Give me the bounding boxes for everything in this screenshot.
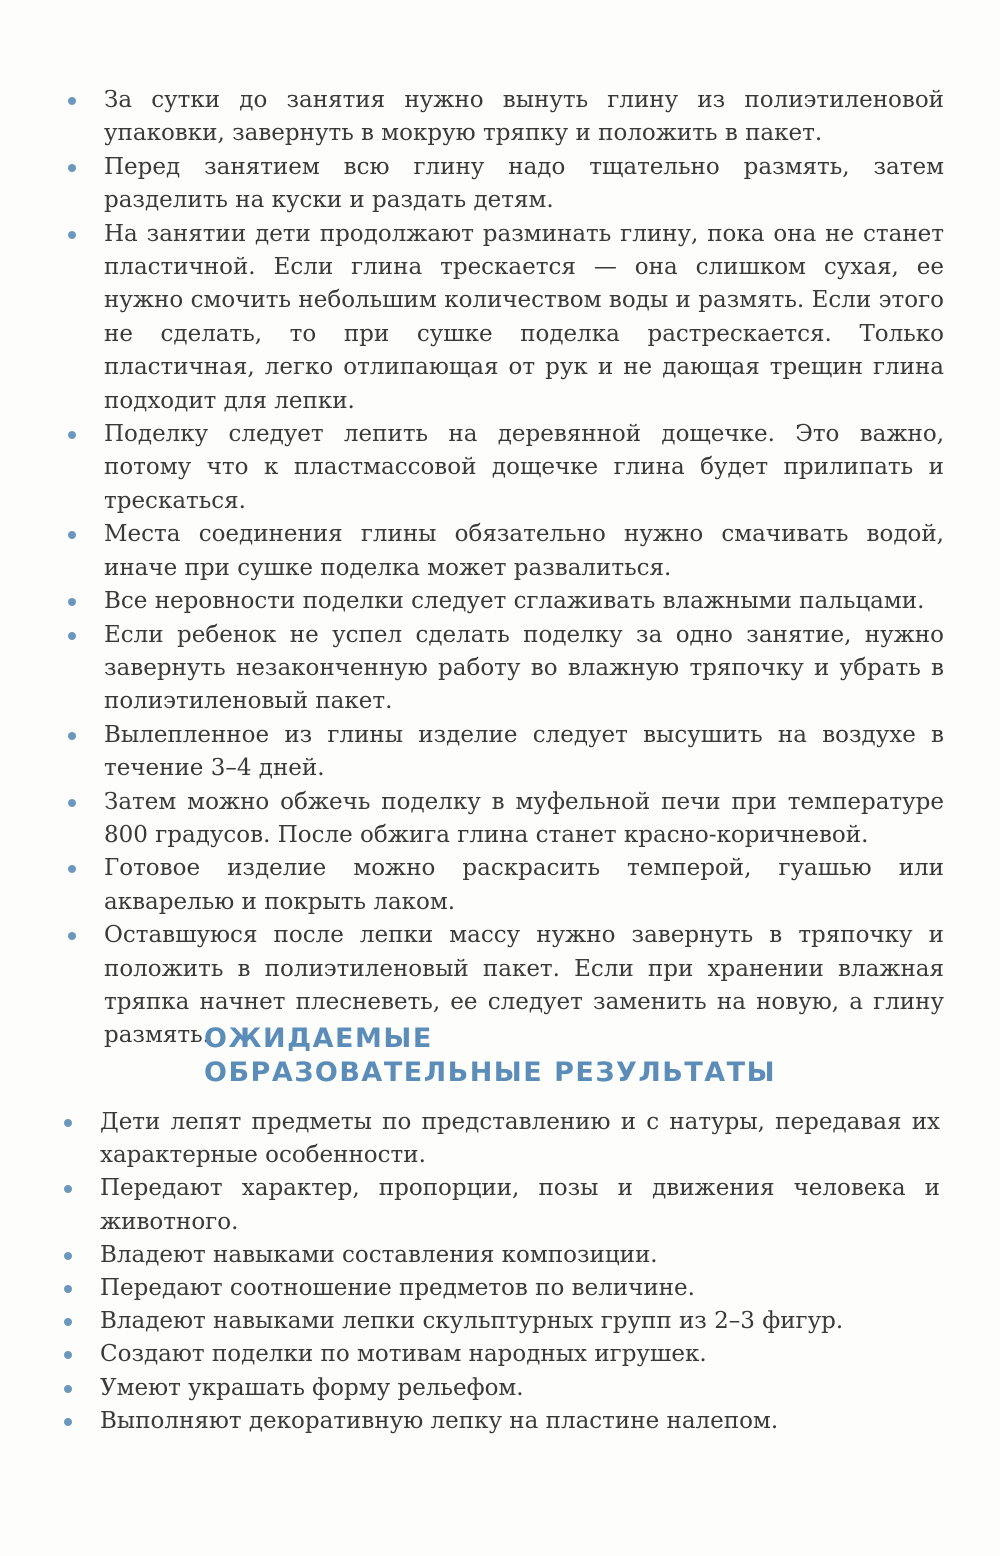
list-item: [64, 1372, 940, 1405]
list-item: [68, 719, 944, 786]
bullet-dot-icon: [68, 231, 76, 239]
list-item-text: Передают характер, пропорции, позы и движения человека и животного.: [100, 1175, 940, 1235]
list-item: [68, 786, 944, 853]
bullet-dot-icon: [64, 1285, 72, 1293]
list-item-text: Владеют навыками составления композиции.: [100, 1241, 658, 1268]
bullet-dot-icon: [68, 632, 76, 640]
list-item: [64, 1338, 940, 1371]
list-item: [64, 1106, 940, 1172]
bullet-dot-icon: [64, 1185, 72, 1193]
list-item: [68, 418, 944, 518]
list-item-text: Вылепленное из глины изделие следует высушить на воздухе в течение 3–4 дней.: [104, 721, 944, 782]
bullet-dot-icon: [64, 1119, 72, 1127]
bullet-dot-icon: [68, 598, 76, 606]
list-item: [68, 619, 944, 719]
list-item: [64, 1172, 940, 1238]
list-item-text: Если ребенок не успел сделать поделку за одно занятие, нужно завернуть незаконченную работу во влажную тряпочку и убрать в полиэтиленовый пакет.: [104, 621, 944, 715]
bullet-dot-icon: [68, 97, 76, 105]
instructions-list: [68, 84, 944, 1053]
section-heading-line-1: ОЖИДАЕМЫЕ: [204, 1023, 433, 1054]
bullet-dot-icon: [64, 1318, 72, 1326]
list-item-text: Выполняют декоративную лепку на пластине налепом.: [100, 1407, 779, 1434]
list-item-text: Затем можно обжечь поделку в муфельной печи при температуре 800 градусов. После обжига глина станет красно-коричневой.: [104, 788, 944, 848]
bullet-dot-icon: [64, 1351, 72, 1359]
list-item: [64, 1239, 940, 1272]
list-item: [64, 1405, 940, 1438]
list-item: [68, 151, 944, 218]
list-item-text: Владеют навыками лепки скульптурных групп из 2–3 фигур.: [100, 1308, 844, 1335]
list-item-text: Создают поделки по мотивам народных игрушек.: [100, 1341, 707, 1368]
list-item-text: Поделку следует лепить на деревянной дощечке. Это важно, потому что к пластмассовой дощечке глина будет прилипать и трескаться.: [104, 421, 944, 514]
list-item-text: Дети лепят предметы по представлению и с натуры, передавая их характерные особенности.: [100, 1109, 940, 1169]
list-item: [64, 1272, 940, 1305]
bullet-dot-icon: [68, 932, 76, 940]
section-heading-line-2: ОБРАЗОВАТЕЛЬНЫЕ РЕЗУЛЬТАТЫ: [204, 1057, 777, 1088]
bullet-dot-icon: [68, 799, 76, 807]
list-item-text: Умеют украшать форму рельефом.: [100, 1374, 524, 1401]
list-item-text: Перед занятием всю глину надо тщательно размять, затем разделить на куски и раздать детям.: [104, 153, 944, 214]
results-list: [64, 1106, 940, 1438]
bullet-dot-icon: [68, 164, 76, 172]
bullet-dot-icon: [64, 1252, 72, 1260]
bullet-dot-icon: [64, 1418, 72, 1426]
list-item: [64, 1305, 940, 1338]
list-item: [68, 518, 944, 585]
list-item-text: На занятии дети продолжают разминать глину, пока она не станет пластичной. Если глина трескается — она слишком сухая, ее нужно смочить небольшим количеством воды и размять. Если этого не сделать, то при сушке поделка растрескается. Только пластичная, легко отлипающая от рук и не дающая трещин глина подходит для лепки.: [104, 220, 944, 414]
list-item-text: Все неровности поделки следует сглаживать влажными пальцами.: [104, 588, 925, 615]
bullet-dot-icon: [64, 1385, 72, 1393]
list-item: [68, 852, 944, 919]
list-item: [68, 218, 944, 418]
list-item-text: Передают соотношение предметов по величине.: [100, 1275, 695, 1302]
list-item-text: За сутки до занятия нужно вынуть глину из полиэтиленовой упаковки, завернуть в мокрую тряпку и положить в пакет.: [104, 87, 944, 147]
section-heading: [204, 1022, 904, 1090]
bullet-dot-icon: [68, 531, 76, 539]
bullet-dot-icon: [68, 431, 76, 439]
list-item-text: Готовое изделие можно раскрасить темперой, гуашью или акварелью и покрыть лаком.: [104, 855, 944, 915]
list-item-text: Оставшуюся после лепки массу нужно завернуть в тряпочку и положить в полиэтиленовый пакет. Если при хранении влажная тряпка начнет плесневеть, ее следует заменить на новую, а глину размять.: [104, 922, 944, 1049]
bullet-dot-icon: [68, 865, 76, 873]
list-item: [68, 84, 944, 151]
bullet-dot-icon: [68, 732, 76, 740]
list-item: [68, 585, 944, 618]
list-item-text: Места соединения глины обязательно нужно смачивать водой, иначе при сушке поделка может развалиться.: [104, 521, 944, 581]
